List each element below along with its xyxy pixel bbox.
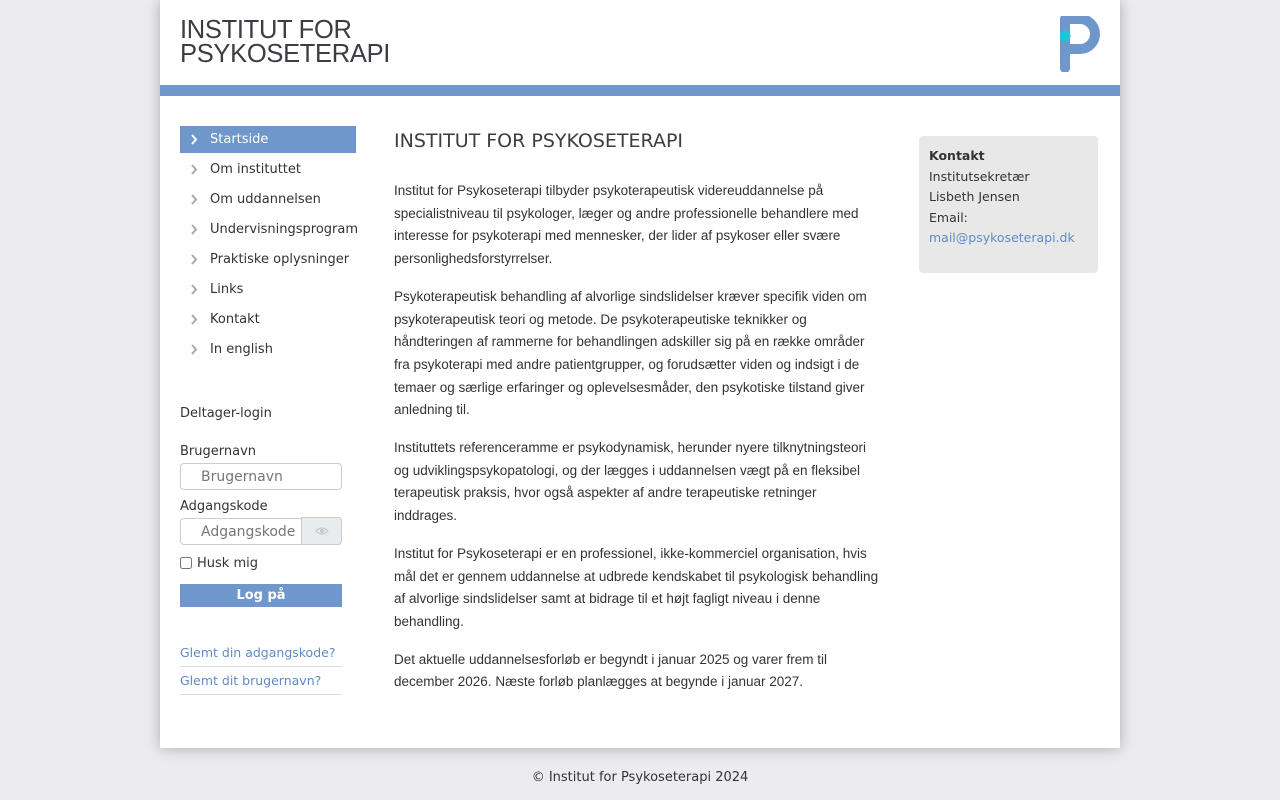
logo-line-2: PSYKOSETERAPI bbox=[180, 40, 391, 68]
footer-copyright: © Institut for Psykoseterapi 2024 bbox=[531, 770, 749, 785]
contact-box bbox=[919, 136, 1098, 273]
paragraph: Institut for Psykoseterapi er en professionel, ikke-kommerciel organisation, hvis mål det er gennem uddannelse at udbrede kendskabet til psykologisk behandling af alvorlige sindslidelser samt at bidrage til et højt fagligt niveau i denne behandling. bbox=[394, 545, 879, 629]
password-label: Adgangskode bbox=[180, 499, 268, 514]
nav-item-om-uddannelsen[interactable] bbox=[180, 186, 356, 213]
contact-title: Kontakt bbox=[929, 148, 985, 163]
nav-item-kontakt[interactable] bbox=[180, 306, 356, 333]
nav-item-label: Om uddannelsen bbox=[210, 192, 321, 207]
nav-item-praktiske-oplysninger[interactable] bbox=[180, 246, 356, 273]
forgot-password-link[interactable]: Glemt din adgangskode? bbox=[180, 639, 342, 667]
chevron-right-icon bbox=[189, 216, 199, 243]
nav-item-in-english[interactable] bbox=[180, 336, 356, 363]
nav-item-om-instituttet[interactable] bbox=[180, 156, 356, 183]
chevron-right-icon bbox=[189, 336, 199, 363]
forgot-username-link[interactable]: Glemt dit brugernavn? bbox=[180, 667, 342, 695]
sidebar-nav bbox=[180, 126, 359, 366]
page-title: INSTITUT FOR PSYKOSETERAPI bbox=[394, 130, 684, 152]
logo-line-1: INSTITUT FOR bbox=[180, 16, 352, 44]
nav-item-label: In english bbox=[210, 342, 273, 357]
paragraph: Institut for Psykoseterapi tilbyder psykoterapeutisk videreuddannelse på specialistniveau til psykologer, læger og andre professionelle behandlere med interesse for psykoterapi med mennesker, der lider af psykoser eller svære personlighedsforstyrrelser. bbox=[394, 183, 859, 267]
p-logo-icon bbox=[1060, 16, 1102, 72]
nav-item-label: Praktiske oplysninger bbox=[210, 252, 350, 267]
remember-me-label: Husk mig bbox=[197, 555, 258, 571]
contact-role: Institutsekretær bbox=[929, 168, 1030, 184]
chevron-right-icon bbox=[189, 126, 199, 153]
nav-item-label: Startside bbox=[210, 132, 269, 147]
paragraph: Instituttets referenceramme er psykodynamisk, herunder nyere tilknytningsteori og udviklingspsykopatologi, og der lægges i uddannelsen vægt på en fleksibel terapeutisk praksis, hvor også aspekter af andre terapeutiske retninger inddrages. bbox=[394, 440, 866, 524]
nav-item-undervisningsprogram[interactable] bbox=[180, 216, 359, 243]
site-logo[interactable] bbox=[180, 18, 390, 66]
remember-me-checkbox[interactable] bbox=[180, 557, 192, 569]
chevron-right-icon bbox=[189, 186, 199, 213]
contact-email-link[interactable]: mail@psykoseterapi.dk bbox=[929, 230, 1075, 245]
password-input[interactable] bbox=[180, 518, 302, 545]
chevron-right-icon bbox=[189, 156, 199, 183]
page-container bbox=[160, 0, 1120, 748]
main-content bbox=[394, 129, 880, 694]
header-divider-bar bbox=[160, 85, 1120, 96]
username-input[interactable] bbox=[180, 463, 342, 490]
chevron-right-icon bbox=[189, 276, 199, 303]
login-title: Deltager-login bbox=[180, 406, 272, 421]
contact-name: Lisbeth Jensen bbox=[929, 189, 1020, 204]
username-label: Brugernavn bbox=[180, 444, 257, 459]
login-button[interactable]: Log på bbox=[180, 584, 342, 607]
eye-icon bbox=[315, 526, 329, 536]
contact-email-label: Email: bbox=[929, 209, 968, 225]
paragraph: Psykoterapeutisk behandling af alvorlige sindslidelser kræver specifik viden om psykoterapeutisk teori og metode. De psykoterapeutiske teknikker og håndteringen af rammerne for behandlingen adskiller sig på en række områder fra psykoterapi med andre patientgrupper, og forudsætter viden og indsigt i de temaer og særlige erfaringer og oplevelsesmåder, den psykotiske tilstand giver anledning til. bbox=[394, 288, 867, 418]
nav-item-label: Links bbox=[210, 282, 244, 297]
chevron-right-icon bbox=[189, 306, 199, 333]
nav-item-links[interactable] bbox=[180, 276, 356, 303]
chevron-right-icon bbox=[189, 246, 199, 273]
nav-item-startside[interactable] bbox=[180, 126, 356, 153]
nav-item-label: Kontakt bbox=[210, 312, 260, 327]
show-password-button[interactable] bbox=[301, 517, 342, 545]
nav-item-label: Om instituttet bbox=[210, 162, 301, 177]
paragraph: Det aktuelle uddannelsesforløb er begyndt i januar 2025 og varer frem til december 2026. Næste forløb planlægges at begynde i januar 2027. bbox=[394, 651, 827, 690]
remember-me[interactable] bbox=[180, 556, 258, 570]
nav-item-label: Undervisningsprogram bbox=[210, 222, 359, 237]
